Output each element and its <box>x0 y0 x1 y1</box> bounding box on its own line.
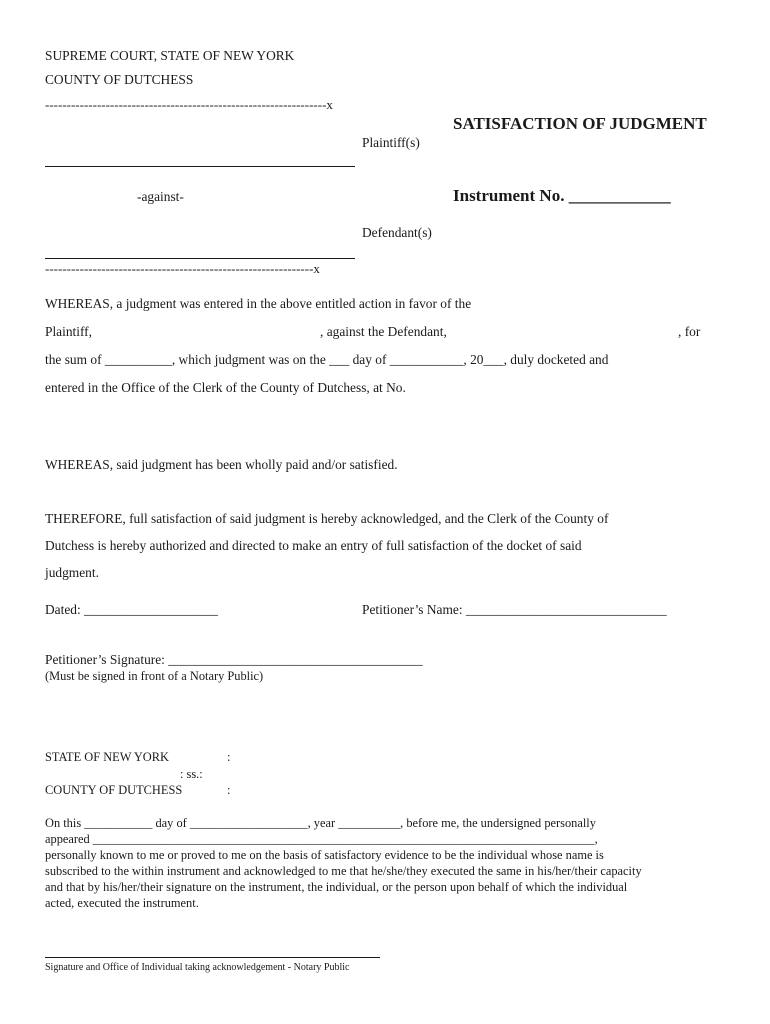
acknowledgement-line6: acted, executed the instrument. <box>45 896 199 910</box>
venue-ss: : ss.: <box>180 767 203 781</box>
defendant-label: Defendant(s) <box>362 225 432 240</box>
therefore-line3: judgment. <box>45 565 99 580</box>
whereas-judgment-line4: entered in the Office of the Clerk of the County of Dutchess, at No. <box>45 380 406 395</box>
document-title: SATISFACTION OF JUDGMENT <box>453 114 707 133</box>
therefore-line2: Dutchess is hereby authorized and directed to make an entry of full satisfaction of the docket of said <box>45 538 582 553</box>
instrument-number: Instrument No. ____________ <box>453 186 671 205</box>
whereas-for: , for <box>678 324 701 339</box>
against-label: -against- <box>137 189 184 204</box>
whereas-against-defendant: , against the Defendant, <box>320 324 447 339</box>
notary-signature-line <box>45 957 380 958</box>
acknowledgement-line1: On this ___________ day of ___________________, year __________, before me, the undersigned personally <box>45 816 596 830</box>
venue-colon-1: : <box>227 750 231 764</box>
acknowledgement-line5: and that by his/her/their signature on the instrument, the individual, or the person upon behalf of which the individual <box>45 880 628 894</box>
dated-field[interactable]: Dated: ____________________ <box>45 602 218 617</box>
caption-dashed-line-top: -----------------------------------------------------------------x <box>45 98 333 112</box>
notary-signature-caption: Signature and Office of Individual taking acknowledgement - Notary Public <box>45 962 350 973</box>
whereas-judgment-line3: the sum of __________, which judgment was on the ___ day of ___________, 20___, duly docketed and <box>45 352 609 367</box>
whereas-judgment-line1: WHEREAS, a judgment was entered in the above entitled action in favor of the <box>45 296 472 311</box>
caption-dashed-line-bottom: --------------------------------------------------------------x <box>45 262 320 276</box>
acknowledgement-line3: personally known to me or proved to me on the basis of satisfactory evidence to be the individual whose name is <box>45 848 604 862</box>
court-name: SUPREME COURT, STATE OF NEW YORK <box>45 48 295 63</box>
venue-colon-2: : <box>227 783 231 797</box>
defendant-name-line <box>45 258 355 259</box>
petitioner-signature-field[interactable]: Petitioner’s Signature: ______________________________________ <box>45 652 423 667</box>
signature-note: (Must be signed in front of a Notary Public) <box>45 669 264 683</box>
whereas-satisfied: WHEREAS, said judgment has been wholly paid and/or satisfied. <box>45 457 398 472</box>
venue-state: STATE OF NEW YORK <box>45 750 169 764</box>
acknowledgement-line4: subscribed to the within instrument and acknowledged to me that he/she/they executed the same in his/her/their capacity <box>45 864 642 878</box>
plaintiff-name-line <box>45 166 355 167</box>
whereas-plaintiff-label: Plaintiff, <box>45 324 92 339</box>
petitioner-name-field[interactable]: Petitioner’s Name: ______________________________ <box>362 602 667 617</box>
venue-county: COUNTY OF DUTCHESS <box>45 783 183 797</box>
county-name: COUNTY OF DUTCHESS <box>45 72 194 87</box>
acknowledgement-line2: appeared _________________________________________________________________________________, <box>45 832 598 846</box>
plaintiff-label: Plaintiff(s) <box>362 135 420 150</box>
therefore-line1: THEREFORE, full satisfaction of said judgment is hereby acknowledged, and the Clerk of the County of <box>45 511 609 526</box>
